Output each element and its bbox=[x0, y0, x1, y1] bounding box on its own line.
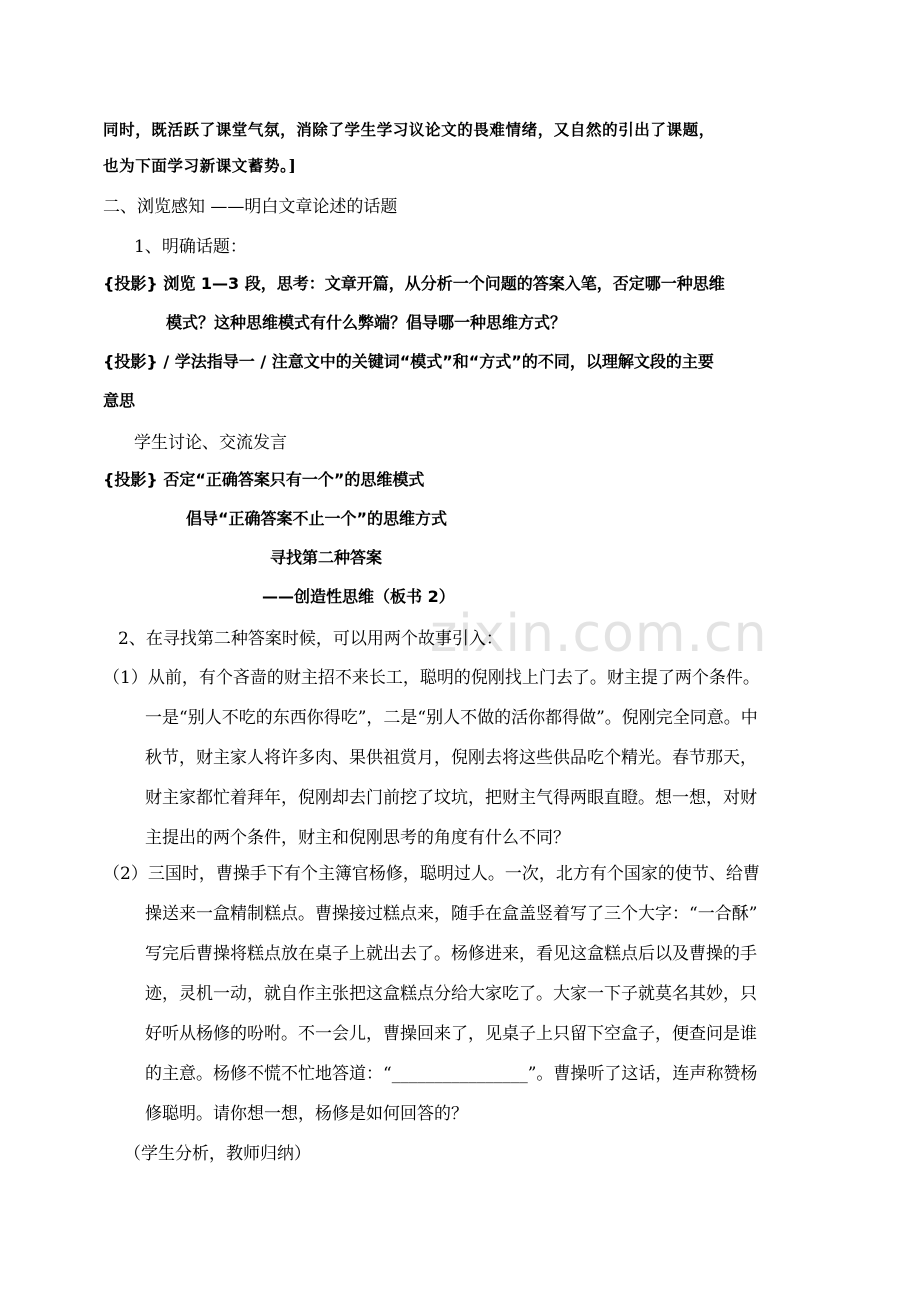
projection-3-line-3: 寻找第二种答案 bbox=[270, 548, 383, 567]
story-2-post-blank: ”。曹操听了这话，连声称赞杨 bbox=[527, 1064, 758, 1084]
projection-2-line-1: {投影} / 学法指导一 / 注意文中的关键词“模式”和“方式”的不同，以理解文段的主要 bbox=[103, 352, 714, 371]
subsection-2-title: 2、在寻找第二种答案时候，可以用两个故事引入： bbox=[118, 629, 503, 649]
subsection-1-title: 1、明确话题： bbox=[134, 237, 247, 257]
story-1-line: 一是“别人不吃的东西你得吃”，二是“别人不做的活你都得做”。倪刚完全同意。中 bbox=[145, 708, 758, 728]
projection-2-line-2: 意思 bbox=[103, 391, 136, 410]
projection-1-line-1: {投影} 浏览 1—3 段，思考：文章开篇，从分析一个问题的答案入笔，否定哪一种思维 bbox=[103, 274, 725, 293]
projection-3-line-1: {投影} 否定“正确答案只有一个”的思维模式 bbox=[103, 470, 425, 489]
intro-line-2: 也为下面学习新课文蓄势。] bbox=[103, 156, 297, 175]
projection-3-line-4: ——创造性思维（板书 2） bbox=[262, 587, 455, 606]
story-2-answer-line bbox=[145, 1062, 757, 1086]
story-2-line: 写完后曹操将糕点放在桌子上就出去了。杨修进来，看见这盒糕点后以及曹操的手 bbox=[145, 944, 757, 964]
story-1-line: 财主家都忙着拜年，倪刚却去门前挖了坟坑，把财主气得两眼直瞪。想一想，对财 bbox=[145, 788, 757, 808]
answer-blank: ________________ bbox=[391, 1064, 528, 1084]
projection-3-line-2: 倡导“正确答案不止一个”的思维方式 bbox=[186, 509, 448, 528]
story-1-line: 秋节，财主家人将许多肉、果供祖赏月，倪刚去将这些供品吃个精光。春节那天， bbox=[145, 748, 757, 768]
watermark: zixin.com.cn bbox=[430, 604, 768, 664]
projection-1-line-2: 模式？这种思维模式有什么弊端？倡导哪一种思维方式？ bbox=[166, 313, 567, 332]
discussion-note: 学生讨论、交流发言 bbox=[134, 433, 287, 453]
story-2-line: 好听从杨修的吩咐。不一会儿，曹操回来了，见桌子上只留下空盒子，便查问是谁 bbox=[145, 1024, 757, 1044]
intro-line-1: 同时，既活跃了课堂气氛，消除了学生学习议论文的畏难情绪，又自然的引出了课题， bbox=[103, 120, 715, 139]
story-2-line: 迹，灵机一动，就自作主张把这盒糕点分给大家吃了。大家一下子就莫名其妙，只 bbox=[145, 984, 757, 1004]
story-1-line: （1）从前，有个吝啬的财主招不来长工，聪明的倪刚找上门去了。财主提了两个条件。 bbox=[103, 668, 760, 688]
story-2-line: 操送来一盒精制糕点。曹操接过糕点来，随手在盒盖竖着写了三个大字：“一合酥” bbox=[145, 904, 758, 924]
story-2-line: （2）三国时，曹操手下有个主簿官杨修，聪明过人。一次，北方有个国家的使节、给曹 bbox=[103, 864, 760, 884]
section-heading: 二、浏览感知 ——明白文章论述的话题 bbox=[103, 197, 398, 217]
story-2-pre-blank: 的主意。杨修不慌不忙地答道：“ bbox=[145, 1064, 392, 1084]
analysis-note: （学生分析，教师归纳） bbox=[124, 1144, 311, 1164]
story-2-line: 修聪明。请你想一想，杨修是如何回答的？ bbox=[145, 1104, 468, 1124]
story-1-line: 主提出的两个条件，财主和倪刚思考的角度有什么不同？ bbox=[145, 828, 570, 848]
